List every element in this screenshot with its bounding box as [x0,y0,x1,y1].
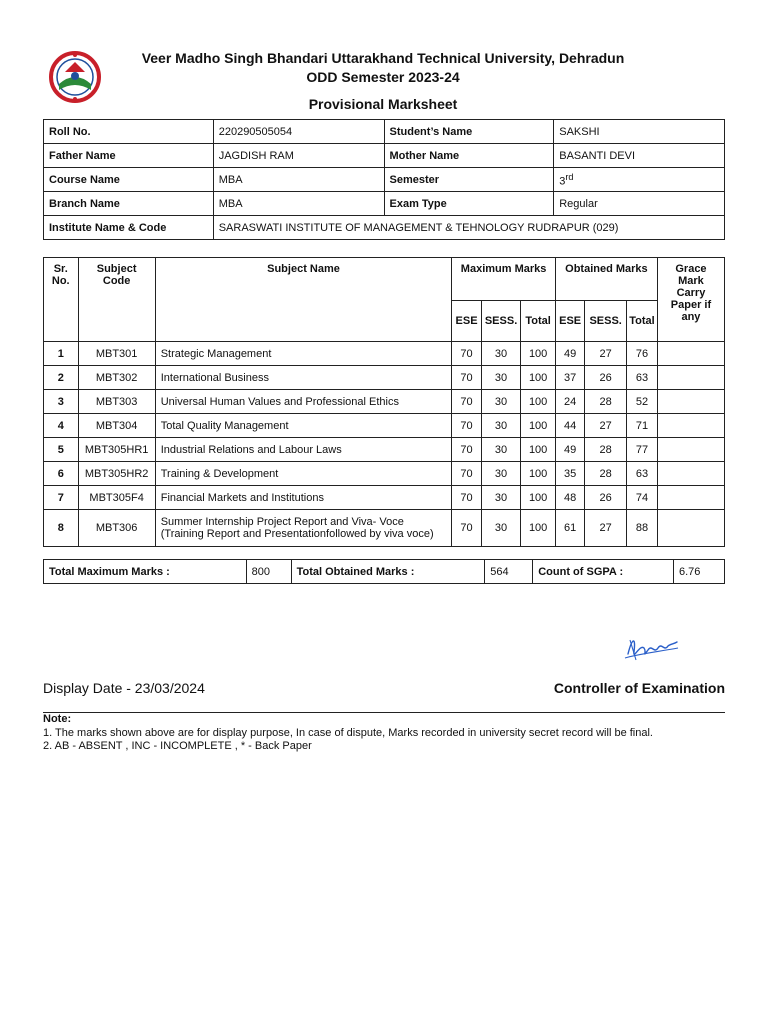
cell-max-sess: 30 [481,390,521,414]
cell-max-ese: 70 [452,390,481,414]
table-row [44,510,725,547]
institute-value: SARASWATI INSTITUTE OF MANAGEMENT & TEHNOLOGY RUDRAPUR (029) [213,216,724,240]
cell-name: Training & Development [155,462,452,486]
obt-sess-header: SESS. [585,301,627,342]
totals-row [44,560,725,584]
table-row [44,390,725,414]
institute-label: Institute Name & Code [44,216,214,240]
cell-max-sess: 30 [481,414,521,438]
student-name-value: SAKSHI [554,120,725,144]
cell-obt-sess: 27 [585,510,627,547]
cell-sr: 3 [44,390,79,414]
course-label: Course Name [44,168,214,192]
table-row [44,486,725,510]
cell-max-ese: 70 [452,462,481,486]
cell-max-ese: 70 [452,342,481,366]
cell-code: MBT306 [78,510,155,547]
cell-obt-total: 77 [626,438,657,462]
total-max-value: 800 [246,560,291,584]
cell-sr: 8 [44,510,79,547]
cell-max-sess: 30 [481,510,521,547]
father-label: Father Name [44,144,214,168]
cell-name: Total Quality Management [155,414,452,438]
cell-max-total: 100 [521,342,556,366]
cell-max-sess: 30 [481,366,521,390]
cell-max-ese: 70 [452,486,481,510]
cell-code: MBT305HR2 [78,462,155,486]
branch-value: MBA [213,192,384,216]
cell-max-total: 100 [521,390,556,414]
cell-name: Universal Human Values and Professional Ethics [155,390,452,414]
cell-grace [657,366,724,390]
notes [43,713,653,754]
semester-line: ODD Semester 2023-24 [306,69,460,85]
info-row [44,216,725,240]
cell-sr: 6 [44,462,79,486]
info-row [44,192,725,216]
cell-sr: 4 [44,414,79,438]
cell-max-ese: 70 [452,366,481,390]
cell-obt-total: 88 [626,510,657,547]
max-marks-header: Maximum Marks [452,258,556,301]
cell-grace [657,414,724,438]
controller-title: Controller of Examination [553,680,725,696]
subject-name-header: Subject Name [155,258,452,342]
cell-obt-ese: 37 [555,366,584,390]
semester-value [554,168,725,192]
cell-grace [657,390,724,414]
student-name-label: Student’s Name [384,120,554,144]
mother-label: Mother Name [384,144,554,168]
marks-header-row [44,258,725,301]
obtained-marks-header: Obtained Marks [555,258,657,301]
info-row [44,168,725,192]
semester-number: 3 [559,175,566,188]
cell-obt-sess: 26 [585,366,627,390]
cell-max-total: 100 [521,462,556,486]
note-2: 2. AB - ABSENT , INC - INCOMPLETE , * - Back Paper [43,740,312,752]
cell-obt-sess: 28 [585,390,627,414]
cell-sr: 2 [44,366,79,390]
grace-header: Grace Mark Carry Paper if any [657,258,724,342]
code-header: Subject Code [78,258,155,342]
cell-sr: 7 [44,486,79,510]
cell-obt-ese: 24 [555,390,584,414]
marks-table [43,257,725,547]
obt-total-header: Total [626,301,657,342]
student-info-table [43,119,725,240]
cell-obt-total: 52 [626,390,657,414]
cell-max-sess: 30 [481,342,521,366]
marks-body [44,342,725,547]
cell-obt-sess: 28 [585,438,627,462]
cell-max-ese: 70 [452,414,481,438]
total-obtained-value: 564 [485,560,533,584]
cell-max-total: 100 [521,510,556,547]
cell-obt-total: 74 [626,486,657,510]
cell-name: International Business [155,366,452,390]
cell-grace [657,510,724,547]
page-title: Provisional Marksheet [308,96,458,112]
semester-label: Semester [384,168,554,192]
cell-grace [657,486,724,510]
cell-name: Industrial Relations and Labour Laws [155,438,452,462]
cell-max-total: 100 [521,366,556,390]
totals-table [43,559,725,584]
cell-name: Strategic Management [155,342,452,366]
cell-obt-sess: 28 [585,462,627,486]
cell-grace [657,462,724,486]
table-row [44,342,725,366]
cell-obt-sess: 27 [585,414,627,438]
roll-value: 220290505054 [213,120,384,144]
max-ese-header: ESE [452,301,481,342]
cell-grace [657,342,724,366]
cell-obt-total: 71 [626,414,657,438]
father-value: JAGDISH RAM [213,144,384,168]
table-row [44,414,725,438]
cell-max-sess: 30 [481,486,521,510]
roll-label: Roll No. [44,120,214,144]
controller-signature [622,630,680,668]
sgpa-value: 6.76 [674,560,725,584]
note-1: 1. The marks shown above are for display purpose, In case of dispute, Marks recorded in university secret record will be final. [43,726,653,739]
cell-code: MBT305F4 [78,486,155,510]
cell-obt-total: 63 [626,462,657,486]
cell-obt-total: 63 [626,366,657,390]
display-date: Display Date - 23/03/2024 [43,680,205,696]
cell-sr: 1 [44,342,79,366]
cell-obt-ese: 44 [555,414,584,438]
obt-ese-header: ESE [555,301,584,342]
university-name: Veer Madho Singh Bhandari Uttarakhand Technical University, Dehradun [141,50,625,66]
cell-obt-ese: 49 [555,438,584,462]
cell-code: MBT303 [78,390,155,414]
cell-sr: 5 [44,438,79,462]
cell-max-sess: 30 [481,462,521,486]
total-obtained-label: Total Obtained Marks : [291,560,485,584]
cell-obt-ese: 48 [555,486,584,510]
cell-max-ese: 70 [452,510,481,547]
cell-code: MBT304 [78,414,155,438]
cell-max-total: 100 [521,438,556,462]
exam-type-label: Exam Type [384,192,554,216]
cell-obt-ese: 61 [555,510,584,547]
table-row [44,462,725,486]
cell-name: Financial Markets and Institutions [155,486,452,510]
total-max-label: Total Maximum Marks : [44,560,247,584]
sr-header: Sr. No. [44,258,79,342]
cell-obt-total: 76 [626,342,657,366]
cell-max-ese: 70 [452,438,481,462]
cell-name: Summer Internship Project Report and Viva- Voce (Training Report and Presentationfollowed by viva voce) [155,510,452,547]
table-row [44,366,725,390]
cell-obt-ese: 35 [555,462,584,486]
max-sess-header: SESS. [481,301,521,342]
cell-code: MBT302 [78,366,155,390]
sgpa-label: Count of SGPA : [533,560,674,584]
cell-max-total: 100 [521,414,556,438]
table-row [44,438,725,462]
cell-code: MBT305HR1 [78,438,155,462]
cell-obt-sess: 26 [585,486,627,510]
course-value: MBA [213,168,384,192]
semester-suffix: rd [565,171,574,182]
exam-type-value: Regular [554,192,725,216]
info-row [44,120,725,144]
cell-obt-ese: 49 [555,342,584,366]
branch-label: Branch Name [44,192,214,216]
info-row [44,144,725,168]
cell-grace [657,438,724,462]
cell-obt-sess: 27 [585,342,627,366]
note-label: Note: [43,713,72,725]
cell-max-total: 100 [521,486,556,510]
mother-value: BASANTI DEVI [554,144,725,168]
max-total-header: Total [521,301,556,342]
cell-max-sess: 30 [481,438,521,462]
cell-code: MBT301 [78,342,155,366]
